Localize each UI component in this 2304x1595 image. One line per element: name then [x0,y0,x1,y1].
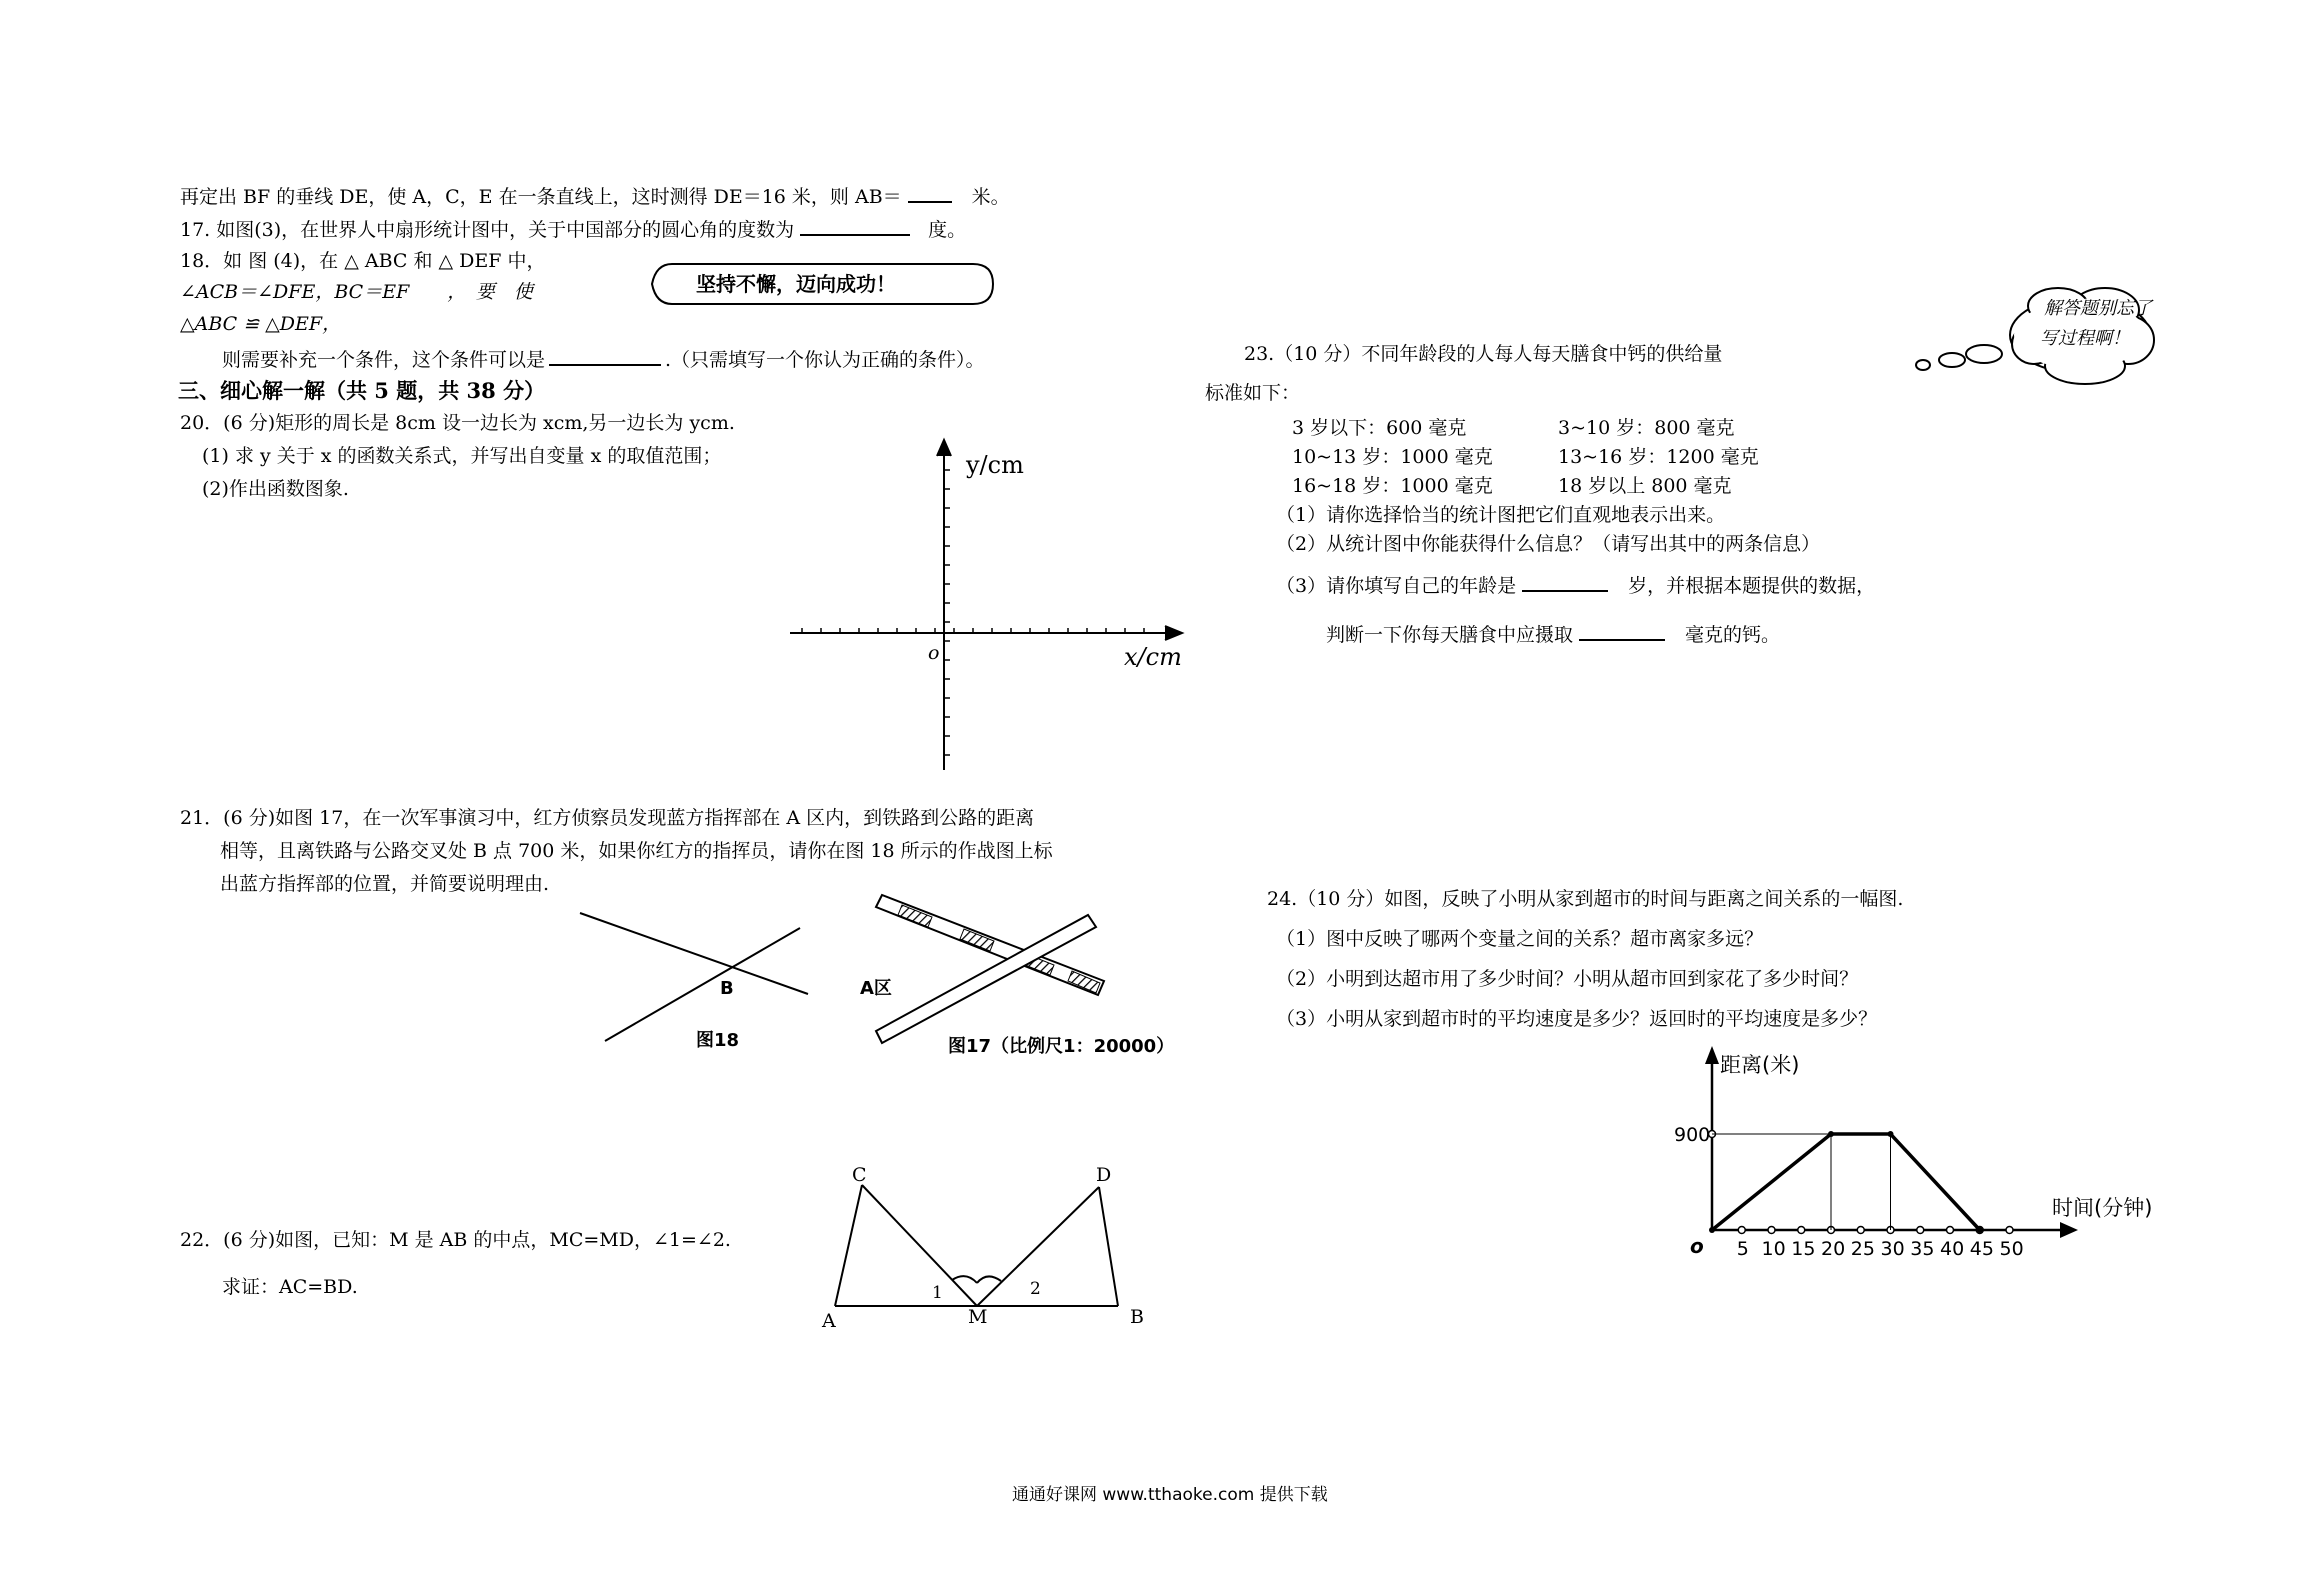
footer: 通通好课网 www.tthaoke.com 提供下载 [1012,1485,1328,1505]
x-axis-label: 时间(分钟) [2052,1196,2153,1220]
x-tick-label: 30 [1880,1238,1905,1260]
q23-sub3-rest: 岁，并根据本题提供的数据， [1628,575,1876,597]
data-point [1977,1227,1983,1233]
q22-line1: 22．(6 分)如图，已知：M 是 AB 的中点，MC=MD，∠1=∠2. [180,1229,731,1251]
distance-series-line [1712,1134,1980,1230]
q17-answer-blank[interactable] [800,214,910,236]
q23-row2-col1: 10~13 岁：1000 毫克 [1292,446,1493,468]
q21-line1: 21．(6 分)如图 17，在一次军事演习中，红方侦察员发现蓝方指挥部在 A 区内，到铁路到公路的距离 [180,807,1035,829]
q17 [180,214,966,243]
y-axis-label: 距离(米) [1720,1053,1800,1077]
data-point [1888,1131,1894,1137]
q22-label-b: B [1130,1306,1144,1328]
x-tick-mark [1768,1227,1775,1234]
x-tick-mark [2006,1227,2013,1234]
q22-label-d: D [1096,1164,1112,1186]
q22-line2: 求证：AC=BD. [222,1276,358,1298]
q24-line1: 24.（10 分）如图，反映了小明从家到超市的时间与距离之间关系的一幅图. [1267,888,1904,910]
q16-text: 再定出 BF 的垂线 DE，使 A，C，E 在一条直线上，这时测得 DE＝16 米，则 AB＝ [180,186,902,208]
q21-line2-text: 相等，且离铁路与公路交叉处 B 点 700 米，如果你红方的指挥员，请你在图 18 所示的作战图上标 [220,840,1053,862]
q17-unit: 度。 [928,219,967,241]
q18-line3: △ABC ≌ △DEF， [180,313,342,335]
q23-calcium-blank[interactable] [1579,619,1665,641]
q23-row1-col2: 3~10 岁：800 毫克 [1558,417,1735,439]
q23-row1-col1: 3 岁以下：600 毫克 [1292,417,1467,439]
angle-2-arc [977,1276,1001,1283]
fig18-caption: 图18 [696,1030,740,1051]
origin-label: o [1690,1234,1704,1258]
figure-18 [575,908,815,1043]
q23-row3-col2: 18 岁以上 800 毫克 [1558,475,1732,497]
q16-answer-blank[interactable] [908,181,952,203]
fig18-point-b: B [720,978,734,999]
x-tick-mark [1738,1227,1745,1234]
q22-label-a: A [822,1310,836,1332]
motivation-banner-text: 坚持不懈，迈向成功！ [696,272,896,296]
x-tick-mark [1917,1227,1924,1234]
q23-sub2: （2）从统计图中你能获得什么信息？（请写出其中的两条信息） [1276,533,1821,555]
q22-label-c: C [852,1164,867,1186]
x-tick-label: 10 [1761,1238,1786,1260]
x-tick-label: 40 [1940,1238,1965,1260]
fig17-caption: 图17（比例尺1：20000） [948,1036,1175,1057]
x-tick-label: 35 [1910,1238,1935,1260]
cloud-text-line2: 写过程啊！ [2040,328,2130,349]
q18-line2: ∠ACB＝∠DFE，BC＝EF ， 要 使 [180,281,533,303]
cloud-text-line1: 解答题别忘了 [2044,298,2152,319]
x-tick-label: 15 [1791,1238,1816,1260]
q18-line4 [222,344,985,373]
q23-sub3-prompt: （3）请你填写自己的年龄是 [1276,575,1517,597]
q23-sub4-prompt: 判断一下你每天膳食中应摄取 [1326,624,1574,646]
x-axis-arrow [2060,1222,2078,1238]
q20-origin-label: o [928,642,940,664]
section-3-heading: 三、细心解一解（共 5 题，共 38 分） [178,378,546,403]
q18-answer-blank[interactable] [549,344,661,366]
q23-sub1: （1）请你选择恰当的统计图把它们直观地表示出来。 [1276,504,1726,526]
q21-line2 [220,838,1053,864]
segment-db [1099,1187,1118,1306]
q23-age-blank[interactable] [1522,570,1608,592]
q18-prompt: 则需要补充一个条件，这个条件可以是 [222,349,546,371]
x-tick-label: 45 [1969,1238,1994,1260]
q24-sub1: （1）图中反映了哪两个变量之间的关系？超市离家多远？ [1276,928,1764,950]
x-tick-mark [1798,1227,1805,1234]
q18-note: .（只需填写一个你认为正确的条件）。 [665,349,985,371]
x-tick-mark [1857,1227,1864,1234]
x-tick-label: 25 [1850,1238,1875,1260]
x-tick-mark [1947,1227,1954,1234]
q20-line3: (2)作出函数图象. [202,478,349,500]
q20-y-label: y/cm [966,451,1024,479]
railway-line [580,913,808,994]
q23-sub3 [1276,570,1875,599]
q24-sub3: （3）小明从家到超市时的平均速度是多少？返回时的平均速度是多少？ [1276,1008,1878,1030]
segment-ac [835,1185,862,1306]
q22-label-2: 2 [1030,1279,1041,1299]
data-point [1828,1131,1834,1137]
angle-1-arc [952,1276,977,1283]
y-tick-label: 900 [1674,1124,1711,1146]
q24-sub2: （2）小明到达超市用了多少时间？小明从超市回到家花了多少时间？ [1276,968,1859,990]
x-tick-label: 20 [1821,1238,1846,1260]
q23-line1: 23.（10 分）不同年龄段的人每人每天膳食中钙的供给量 [1244,343,1723,365]
q24-distance-time-chart [1660,1040,2160,1270]
x-tick-label: 50 [1999,1238,2024,1260]
q16-unit: 米。 [971,186,1010,208]
q22-label-1: 1 [932,1283,943,1303]
q23-sub4-rest: 毫克的钙。 [1685,624,1781,646]
q22-label-m: M [968,1306,988,1328]
y-axis-arrow [1705,1046,1719,1064]
q22-figure [820,1175,1140,1320]
q23-line2: 标准如下： [1205,382,1301,404]
q18-line1: 18．如 图 (4)，在 △ ABC 和 △ DEF 中， [180,250,546,272]
fig17-area-a: A区 [860,978,892,999]
segment-cm [862,1185,977,1306]
x-tick-label: 5 [1736,1238,1749,1260]
q16-continuation [180,181,1010,210]
q20-line2: (1) 求 y 关于 x 的函数关系式，并写出自变量 x 的取值范围； [202,445,722,467]
road-line [605,928,800,1041]
q23-row2-col2: 13~16 岁：1200 毫克 [1558,446,1759,468]
q23-row3-col1: 16~18 岁：1000 毫克 [1292,475,1493,497]
q23-sub4 [1326,619,1780,648]
q20-x-label: x/cm [1124,643,1182,671]
data-point [1709,1227,1715,1233]
q20-coordinate-axes [780,440,1200,780]
q20-line1: 20．(6 分)矩形的周长是 8cm 设一边长为 xcm,另一边长为 ycm. [180,412,735,434]
q17-text: 17. 如图(3)，在世界人中扇形统计图中，关于中国部分的圆心角的度数为 [180,219,795,241]
figure-17 [870,895,1110,1055]
q21-line3: 出蓝方指挥部的位置，并简要说明理由. [220,873,550,895]
